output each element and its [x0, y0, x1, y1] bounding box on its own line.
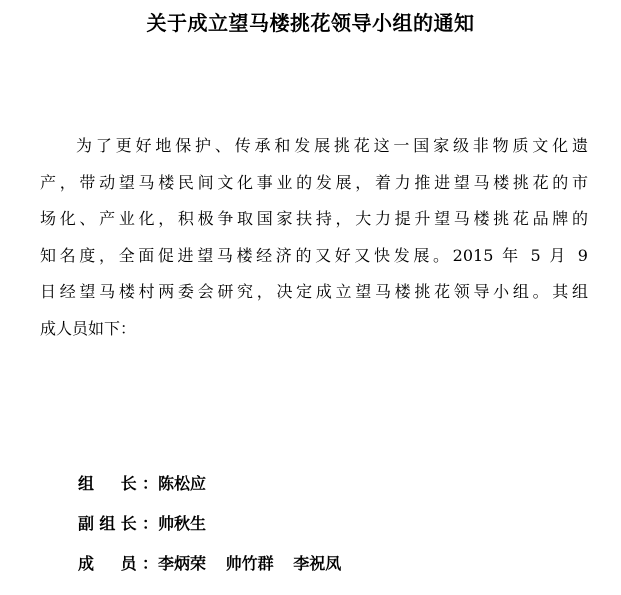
member-name: 李祝凤 — [293, 554, 342, 573]
member-role-label: 副组长： — [78, 514, 158, 533]
paragraph-line: 知名度，全面促进望马楼经济的又好又快发展。2015 年 5 月 9 — [40, 245, 588, 265]
paragraph-line: 成人员如下： — [40, 318, 137, 338]
notice-paragraph — [40, 128, 588, 348]
member-name: 帅竹群 — [225, 554, 274, 573]
paragraph-line: 为了更好地保护、传承和发展挑花这一国家级非物质文化遗 — [76, 136, 588, 155]
member-names — [158, 464, 220, 504]
member-role-label: 组 长： — [78, 474, 158, 493]
paragraph-line: 场化、产业化，积极争取国家扶持，大力提升望马楼挑花品牌的 — [40, 209, 588, 229]
member-name: 李炳荣 — [158, 554, 207, 573]
document-title: 关于成立望马楼挑花领导小组的通知 — [146, 11, 475, 35]
member-row-members — [78, 544, 355, 584]
member-role-label: 成 员： — [78, 554, 158, 573]
member-names — [158, 504, 220, 544]
member-names — [158, 544, 355, 584]
member-list — [78, 464, 355, 584]
paragraph-line: 日经望马楼村两委会研究，决定成立望马楼挑花领导小组。其组 — [40, 282, 588, 302]
member-name: 帅秋生 — [158, 514, 207, 533]
paragraph-line: 产，带动望马楼民间文化事业的发展，着力推进望马楼挑花的市 — [40, 172, 588, 192]
member-row-deputy-leader — [78, 504, 355, 544]
member-name: 陈松应 — [158, 474, 207, 493]
member-row-leader — [78, 464, 355, 504]
